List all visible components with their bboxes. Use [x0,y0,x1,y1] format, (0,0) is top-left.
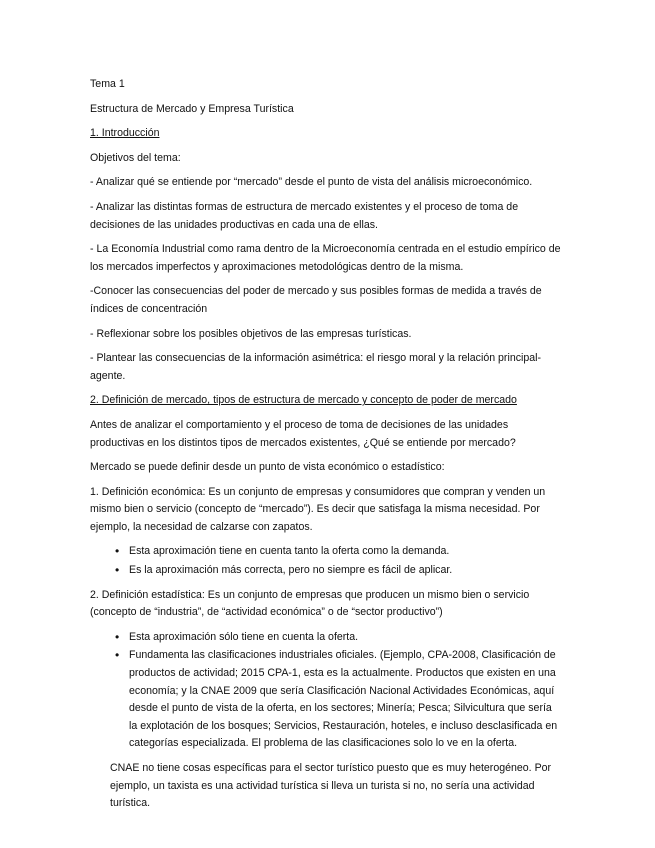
market-definition-lead: Mercado se puede definir desde un punto de vista económico o estadístico: [90,461,445,474]
section-2-intro: Antes de analizar el comportamiento y el proceso de toma de decisiones de las unidades productivas en los distintos tipos de mercados existentes, ¿Qué se entiende por mercado? [90,418,516,449]
bullet-item: • Esta aproximación sólo tiene en cuenta la oferta. [90,629,562,647]
objective-item: - La Economía Industrial como rama dentro de la Microeconomía centrada en el estudio empírico de los mercados imperfectos y aproximaciones metodológicas dentro de la misma. [90,243,561,273]
economic-definition: 1. Definición económica: Es un conjunto de empresas y consumidores que compran y venden un mismo bien o servicio (concepto de “mercado”). Es decir que satisfaga la misma necesidad. Por ejemplo, la necesidad de calzarse con zapatos. [90,485,546,533]
statistical-definition: 2. Definición estadística: Es un conjunto de empresas que producen un mismo bien o servicio (concepto de “industria”, de “actividad económica” o de “sector productivo”) [90,588,530,619]
objective-item: - Analizar qué se entiende por “mercado” desde el punto de vista del análisis microeconómico. [90,176,533,189]
objective-item: - Analizar las distintas formas de estructura de mercado existentes y el proceso de toma de decisiones de las unidades productivas en cada una de ellas. [90,200,519,231]
section-1-heading: 1. Introducción [90,127,160,140]
document-title: Estructura de Mercado y Empresa Turística [90,102,294,115]
cnae-note: CNAE no tiene cosas específicas para el sector turístico puesto que es muy heterogéneo. Por ejemplo, un taxista es una actividad turística si lleva un turista si no, no sería una actividad turística. [110,762,552,810]
objective-item: - Reflexionar sobre los posibles objetivos de las empresas turísticas. [90,327,412,340]
objective-item: -Conocer las consecuencias del poder de mercado y sus posibles formas de medida a través de índices de concentración [90,285,542,315]
bullet-item: • Fundamenta las clasificaciones industriales oficiales. (Ejemplo, CPA-2008, Clasificación de productos de actividad; 2015 CPA-1, esta es la actualmente. Productos que existen en una economía; y la CNAE 2009 que sería Clasificación Nacional Actividades Económicas, aquí desde el punto de vista de la oferta, en los sectores; Minería; Pesca; Silvicultura que sería la explotación de los bosques; Servicios, Restauración, hoteles, e incluso desclasificada en categorías especializada. El problema de las clasificaciones solo lo ve en la oferta. [90,647,562,753]
document-body [90,76,562,820]
section-2-heading: 2. Definición de mercado, tipos de estructura de mercado y concepto de poder de mercado [90,394,517,407]
bullet-item: • Esta aproximación tiene en cuenta tanto la oferta como la demanda. [90,543,562,561]
statistical-definition-bullets [90,629,562,753]
objective-item: - Plantear las consecuencias de la información asimétrica: el riesgo moral y la relación principal-agente. [90,352,542,382]
objectives-label: Objetivos del tema: [90,151,181,164]
economic-definition-bullets [90,543,562,579]
topic-label: Tema 1 [90,78,125,90]
bullet-item: • Es la aproximación más correcta, pero no siempre es fácil de aplicar. [90,562,562,580]
